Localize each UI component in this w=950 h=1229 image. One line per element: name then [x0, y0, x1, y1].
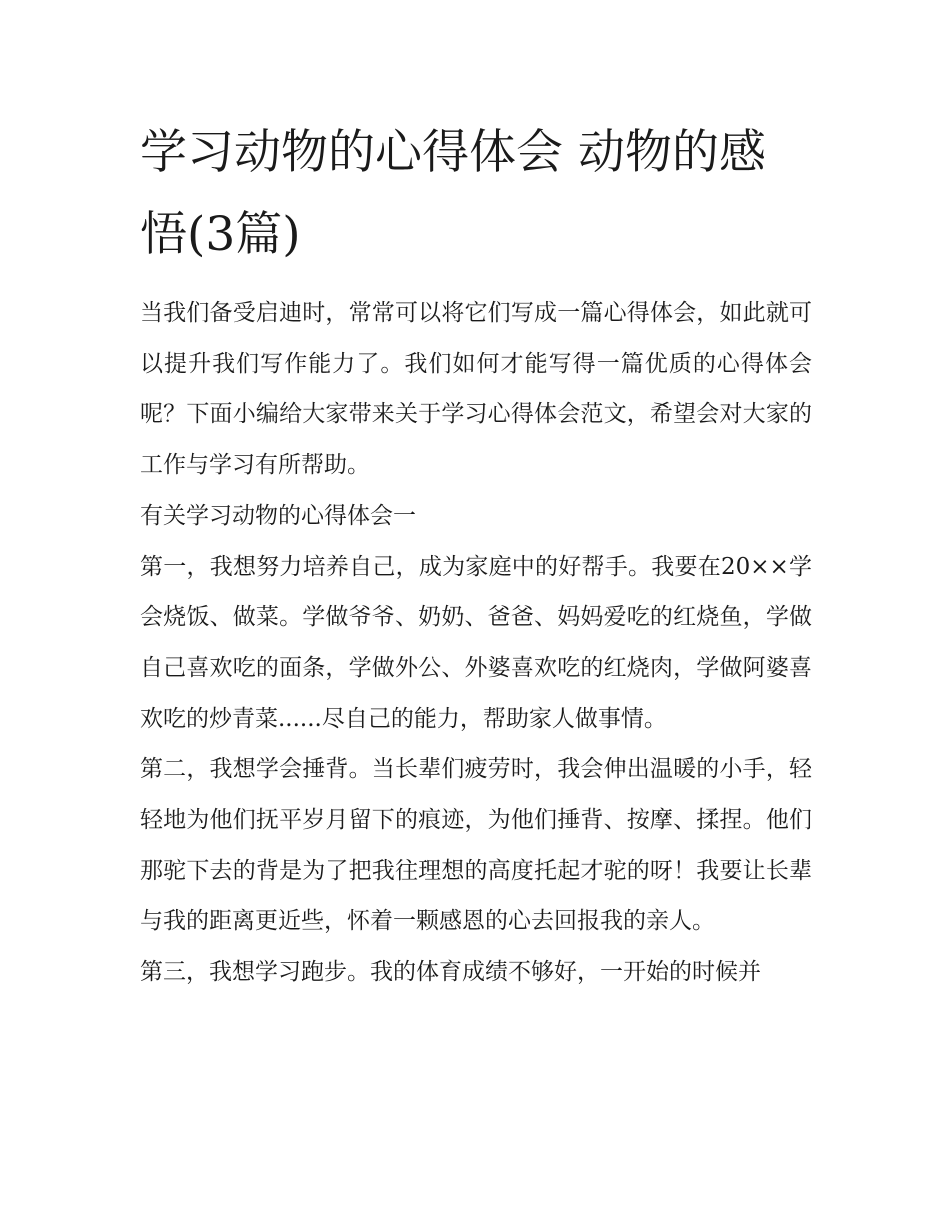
document-body: [140, 112, 812, 998]
body-paragraph-first: 第一，我想努力培养自己，成为家庭中的好帮手。我要在20××学会烧饭、做菜。学做爷爷、奶奶、爸爸、妈妈爱吃的红烧鱼，学做自己喜欢吃的面条，学做外公、外婆喜欢吃的红烧肉，学做阿婆喜欢吃的炒青菜......尽自己的能力，帮助家人做事情。: [140, 553, 812, 732]
body-paragraph-second: 第二，我想学会捶背。当长辈们疲劳时，我会伸出温暖的小手，轻轻地为他们抚平岁月留下的痕迹，为他们捶背、按摩、揉捏。他们那驼下去的背是为了把我往理想的高度托起才驼的呀！我要让长辈与我的距离更近些，怀着一颗感恩的心去回报我的亲人。: [140, 756, 812, 935]
body-paragraph-third: 第三，我想学习跑步。我的体育成绩不够好，一开始的时候并: [140, 959, 761, 986]
section-heading: 有关学习动物的心得体会一: [140, 502, 416, 529]
intro-paragraph: 当我们备受启迪时，常常可以将它们写成一篇心得体会，如此就可以提升我们写作能力了。我们如何才能写得一篇优质的心得体会呢？下面小编给大家带来关于学习心得体会范文，希望会对大家的工作与学习有所帮助。: [140, 300, 812, 479]
document-title: 学习动物的心得体会 动物的感悟(3篇): [140, 125, 766, 262]
